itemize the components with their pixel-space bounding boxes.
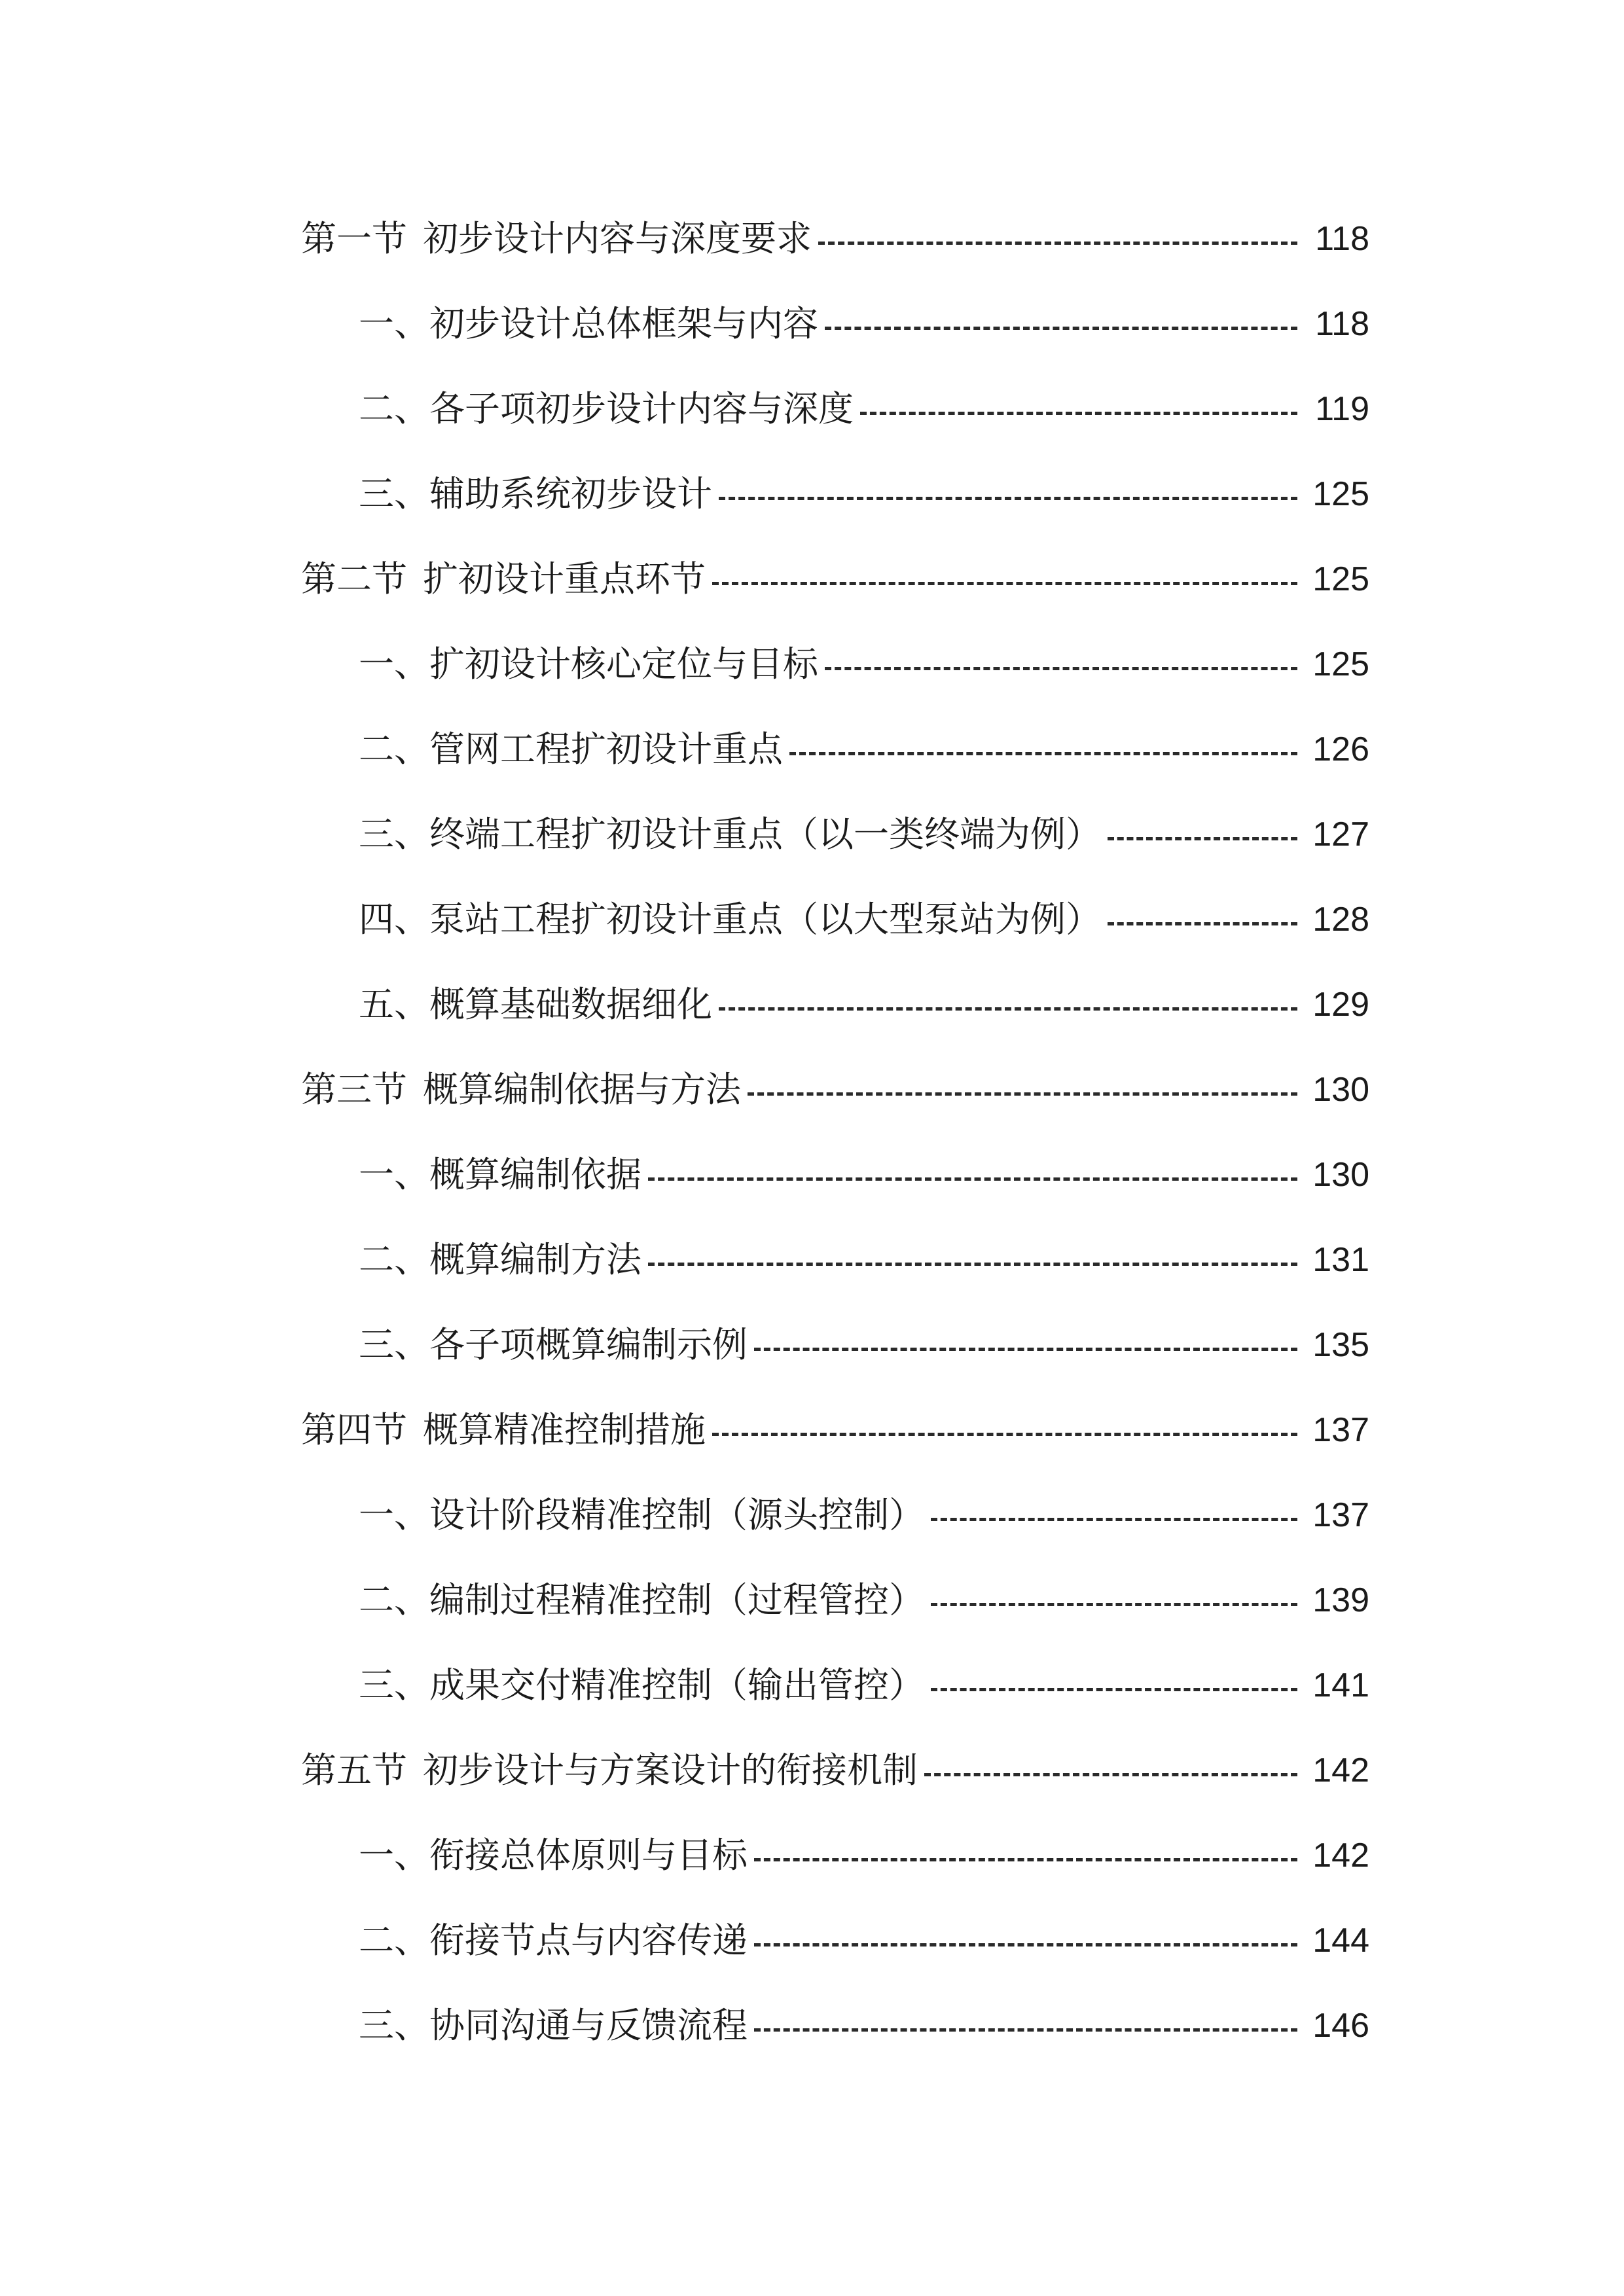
toc-entry-number: 三、	[359, 1664, 429, 1706]
toc-section-entry[interactable]	[0, 537, 1369, 622]
toc-entry-title: 概算精准控制措施	[423, 1409, 706, 1450]
toc-entry-title: 初步设计与方案设计的衔接机制	[423, 1749, 918, 1791]
toc-page-number: 118	[1315, 305, 1369, 343]
toc-page-number: 126	[1312, 730, 1369, 768]
toc-entry-number: 一、	[359, 1154, 429, 1195]
toc-page-number: 130	[1312, 1071, 1369, 1109]
toc-dot-leader	[818, 242, 1297, 245]
toc-entry-title: 编制过程精准控制（过程管控）	[429, 1579, 924, 1621]
toc-entry-number: 第一节	[301, 218, 407, 259]
toc-item-entry[interactable]	[0, 281, 1369, 367]
toc-entry-number: 二、	[359, 1920, 429, 1961]
toc-entry-number: 一、	[359, 303, 429, 344]
toc-entry-number: 三、	[359, 473, 429, 514]
toc-entry-number: 三、	[359, 2005, 429, 2046]
toc-page-number: 118	[1315, 220, 1369, 258]
toc-entry-title: 初步设计内容与深度要求	[423, 218, 812, 259]
toc-entry-title: 辅助系统初步设计	[429, 473, 712, 514]
toc-page-number: 125	[1312, 560, 1369, 598]
toc-entry-number: 二、	[359, 388, 429, 429]
toc-entry-number: 第四节	[301, 1409, 407, 1450]
toc-entry-number: 五、	[359, 984, 429, 1025]
toc-dot-leader	[748, 1092, 1297, 1096]
toc-page-number: 141	[1312, 1666, 1369, 1704]
toc-entry-title: 概算编制方法	[429, 1239, 641, 1280]
toc-entry-title: 协同沟通与反馈流程	[429, 2005, 748, 2046]
toc-page-number: 131	[1312, 1241, 1369, 1279]
toc-item-entry[interactable]	[0, 962, 1369, 1047]
toc-dot-leader	[931, 1688, 1297, 1691]
toc-entry-title: 概算基础数据细化	[429, 984, 712, 1025]
toc-page-number: 142	[1312, 1751, 1369, 1789]
toc-item-entry[interactable]	[0, 1898, 1369, 1983]
toc-item-entry[interactable]	[0, 792, 1369, 877]
toc-entry-number: 二、	[359, 728, 429, 770]
toc-item-entry[interactable]	[0, 452, 1369, 537]
toc-entry-title: 扩初设计重点环节	[423, 558, 706, 600]
toc-item-entry[interactable]	[0, 877, 1369, 962]
toc-dot-leader	[931, 1603, 1297, 1606]
toc-section-entry[interactable]	[0, 196, 1369, 281]
toc-entry-number: 四、	[359, 899, 429, 940]
toc-dot-leader	[931, 1518, 1297, 1521]
toc-item-entry[interactable]	[0, 1217, 1369, 1302]
toc-page-number: 119	[1315, 390, 1369, 428]
toc-dot-leader	[712, 1433, 1297, 1436]
toc-entry-title: 终端工程扩初设计重点（以一类终端为例）	[429, 814, 1101, 855]
toc-dot-leader	[860, 412, 1297, 415]
toc-list	[0, 196, 1369, 2068]
toc-page-number: 130	[1312, 1156, 1369, 1194]
toc-dot-leader	[754, 1858, 1297, 1861]
toc-dot-leader	[712, 582, 1297, 585]
toc-entry-number: 一、	[359, 1835, 429, 1876]
toc-dot-leader	[719, 497, 1297, 500]
toc-entry-number: 三、	[359, 814, 429, 855]
toc-item-entry[interactable]	[0, 1983, 1369, 2068]
toc-entry-number: 一、	[359, 1494, 429, 1535]
toc-entry-title: 衔接总体原则与目标	[429, 1835, 748, 1876]
table-of-contents	[0, 196, 1369, 2068]
toc-item-entry[interactable]	[0, 1558, 1369, 1643]
toc-page-number: 137	[1312, 1411, 1369, 1449]
toc-dot-leader	[825, 327, 1297, 330]
toc-entry-number: 二、	[359, 1579, 429, 1621]
toc-entry-number: 三、	[359, 1324, 429, 1365]
toc-page-number: 135	[1312, 1326, 1369, 1364]
toc-item-entry[interactable]	[0, 1473, 1369, 1558]
toc-dot-leader	[924, 1773, 1297, 1776]
toc-page-number: 137	[1312, 1496, 1369, 1534]
toc-dot-leader	[1108, 837, 1297, 840]
toc-section-entry[interactable]	[0, 1047, 1369, 1132]
toc-page-number: 125	[1312, 645, 1369, 683]
toc-page-number: 125	[1312, 475, 1369, 513]
toc-dot-leader	[754, 2028, 1297, 2032]
toc-dot-leader	[648, 1263, 1297, 1266]
toc-page-number: 139	[1312, 1581, 1369, 1619]
toc-entry-title: 各子项概算编制示例	[429, 1324, 748, 1365]
toc-entry-number: 第五节	[301, 1749, 407, 1791]
toc-entry-title: 初步设计总体框架与内容	[429, 303, 818, 344]
toc-entry-title: 各子项初步设计内容与深度	[429, 388, 854, 429]
toc-dot-leader	[719, 1007, 1297, 1011]
toc-entry-title: 概算编制依据与方法	[423, 1069, 741, 1110]
toc-entry-number: 二、	[359, 1239, 429, 1280]
toc-page-number: 142	[1312, 1837, 1369, 1874]
toc-entry-title: 扩初设计核心定位与目标	[429, 643, 818, 685]
toc-entry-number: 第三节	[301, 1069, 407, 1110]
toc-dot-leader	[825, 667, 1297, 670]
toc-dot-leader	[789, 752, 1297, 755]
toc-entry-title: 管网工程扩初设计重点	[429, 728, 783, 770]
toc-entry-title: 衔接节点与内容传递	[429, 1920, 748, 1961]
toc-entry-title: 成果交付精准控制（输出管控）	[429, 1664, 924, 1706]
toc-section-entry[interactable]	[0, 1728, 1369, 1813]
toc-item-entry[interactable]	[0, 1643, 1369, 1728]
toc-item-entry[interactable]	[0, 1132, 1369, 1217]
toc-entry-number: 一、	[359, 643, 429, 685]
toc-item-entry[interactable]	[0, 1813, 1369, 1898]
toc-page-number: 128	[1312, 901, 1369, 939]
toc-item-entry[interactable]	[0, 622, 1369, 707]
toc-page-number: 146	[1312, 2007, 1369, 2045]
toc-page-number: 129	[1312, 986, 1369, 1024]
toc-dot-leader	[648, 1177, 1297, 1181]
toc-item-entry[interactable]	[0, 367, 1369, 452]
toc-page-number: 144	[1312, 1922, 1369, 1960]
toc-dot-leader	[754, 1943, 1297, 1946]
toc-page-number: 127	[1312, 816, 1369, 853]
toc-entry-number: 第二节	[301, 558, 407, 600]
toc-item-entry[interactable]	[0, 1302, 1369, 1388]
toc-dot-leader	[1108, 922, 1297, 925]
toc-entry-title: 概算编制依据	[429, 1154, 641, 1195]
toc-section-entry[interactable]	[0, 1388, 1369, 1473]
toc-entry-title: 泵站工程扩初设计重点（以大型泵站为例）	[429, 899, 1101, 940]
toc-entry-title: 设计阶段精准控制（源头控制）	[429, 1494, 924, 1535]
toc-dot-leader	[754, 1348, 1297, 1351]
toc-item-entry[interactable]	[0, 707, 1369, 792]
